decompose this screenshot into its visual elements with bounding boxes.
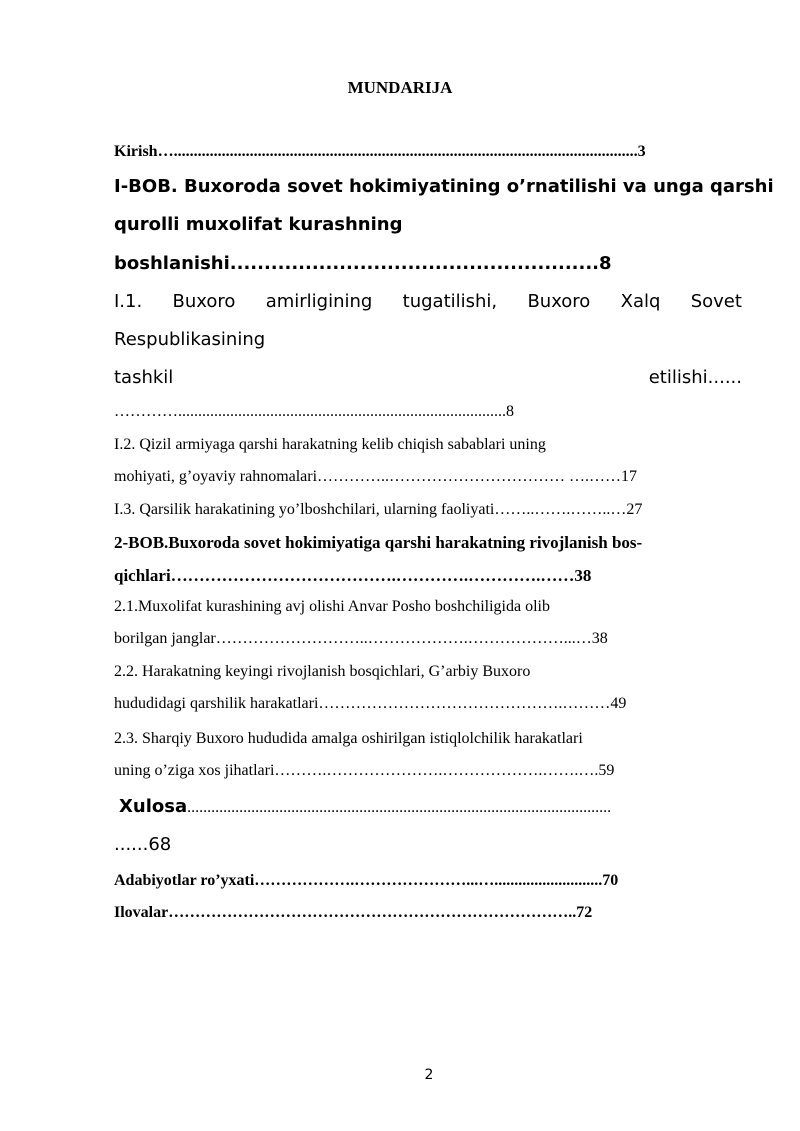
- word: Buxoro: [527, 291, 591, 312]
- toc-section-2-1-line-2[interactable]: borilgan janglar………………………..……………….………………...…38: [114, 630, 608, 647]
- toc-section-2-1-line-1[interactable]: 2.1.Muxolifat kurashining avj olishi Anvar Posho boshchiligida olib: [114, 598, 550, 615]
- toc-entry-kirish[interactable]: Kirish…....................................................................................................................3: [114, 143, 646, 160]
- page-number: 2: [424, 1067, 434, 1083]
- word: Buxoro: [172, 291, 236, 312]
- toc-section-2-3-line-1[interactable]: 2.3. Sharqiy Buxoro hududida amalga oshirilgan istiqlolchilik harakatlari: [114, 730, 583, 747]
- word: Xalq: [620, 291, 661, 312]
- xulosa-label: Xulosa: [119, 796, 188, 817]
- toc-section-2-3-line-2[interactable]: uning o’ziga xos jihatlari……….………………….……………….…….….59: [114, 762, 615, 779]
- toc-entry-xulosa-line-2[interactable]: ......68: [114, 834, 172, 855]
- word: Sovet: [690, 291, 742, 312]
- toc-entry-ilovalar[interactable]: Ilovalar…………………………………………………………………..72: [114, 904, 593, 921]
- toc-chapter-1-line-2[interactable]: qurolli muxolifat kurashning: [114, 214, 403, 235]
- word: etilishi......: [648, 367, 742, 388]
- toc-section-2-2-line-1[interactable]: 2.2. Harakatning keyingi rivojlanish bosqichlari, G’arbiy Buxoro: [114, 663, 531, 680]
- page-title: MUNDARIJA: [347, 78, 453, 97]
- xulosa-leader-dots: ..........................................................................................................: [187, 799, 612, 816]
- toc-chapter-1-line-1[interactable]: I-BOB. Buxoroda sovet hokimiyatining o’rnatilishi va unga qarshi: [114, 176, 774, 197]
- toc-section-1-1-line-1[interactable]: [114, 291, 742, 312]
- toc-entry-xulosa[interactable]: [119, 796, 611, 817]
- toc-section-1-2-line-2[interactable]: mohiyati, g’oyaviy rahnomalari…………..…………………………… ….……17: [114, 468, 638, 485]
- toc-chapter-2-line-2[interactable]: qichlari………………………………….………….………….……38: [114, 566, 592, 585]
- word: amirligining: [265, 291, 373, 312]
- toc-section-1-1-line-4[interactable]: …………..................................................................................8: [114, 403, 514, 420]
- toc-section-1-1-line-3[interactable]: [114, 367, 742, 388]
- word: tugatilishi,: [402, 291, 498, 312]
- toc-section-1-3[interactable]: I.3. Qarsilik harakatining yo’lboshchilari, ularning faoliyati……..…….……..…27: [114, 501, 643, 518]
- toc-entry-adabiyotlar[interactable]: Adabiyotlar ro’yxati……………….…………………...…...........................70: [114, 872, 619, 889]
- word: tashkil: [114, 367, 174, 388]
- word: I.1.: [114, 291, 143, 312]
- toc-section-1-2-line-1[interactable]: I.2. Qizil armiyaga qarshi harakatning kelib chiqish sabablari uning: [114, 436, 546, 453]
- toc-section-2-2-line-2[interactable]: hududidagi qarshilik harakatlari……………………………………….………49: [114, 695, 627, 712]
- toc-section-1-1-line-2[interactable]: Respublikasining: [114, 329, 266, 350]
- toc-chapter-1-line-3[interactable]: boshlanishi......................................................8: [114, 253, 612, 274]
- toc-chapter-2-line-1[interactable]: 2-BOB.Buxoroda sovet hokimiyatiga qarshi harakatning rivojlanish bos-: [114, 533, 643, 552]
